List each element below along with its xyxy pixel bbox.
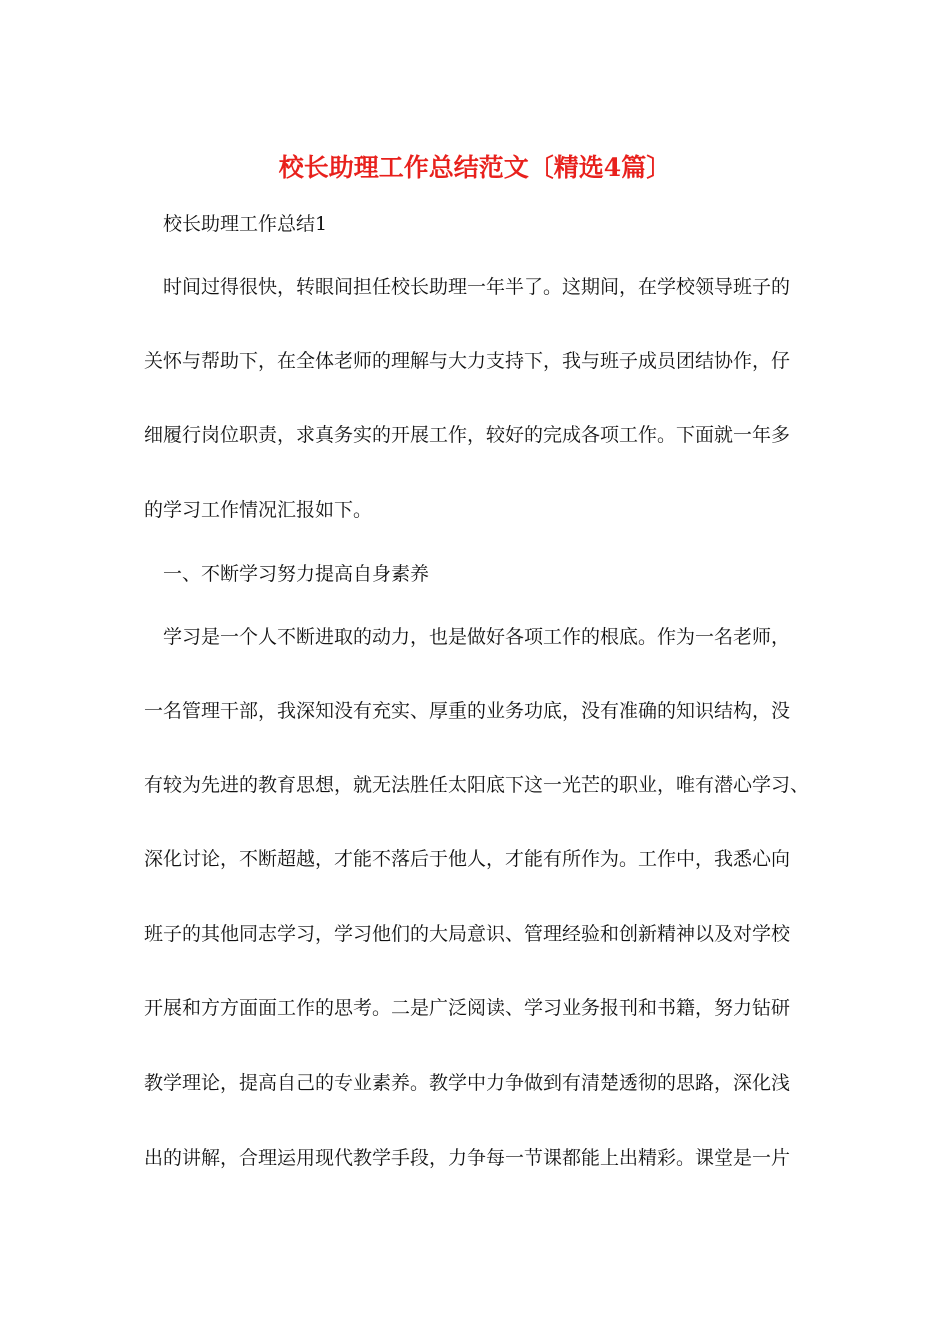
paragraph-line: 有较为先进的教育思想，就无法胜任太阳底下这一光芒的职业，唯有潜心学习、 <box>144 774 810 796</box>
paragraph-line: 出的讲解，合理运用现代教学手段，力争每一节课都能上出精彩。课堂是一片 <box>144 1147 791 1169</box>
paragraph-line: 班子的其他同志学习，学习他们的大局意识、管理经验和创新精神以及对学校 <box>144 923 791 945</box>
section-heading: 校长助理工作总结1 <box>163 213 328 235</box>
paragraph-line: 的学习工作情况汇报如下。 <box>144 499 373 521</box>
paragraph-line: 一名管理干部，我深知没有充实、厚重的业务功底，没有准确的知识结构，没 <box>144 700 791 722</box>
paragraph-line: 教学理论，提高自己的专业素养。教学中力争做到有清楚透彻的思路，深化浅 <box>144 1072 791 1094</box>
document-title: 校长助理工作总结范文〔精选4篇〕 <box>278 153 672 182</box>
paragraph-line: 时间过得很快，转眼间担任校长助理一年半了。这期间，在学校领导班子的 <box>163 276 791 298</box>
paragraph-line: 深化讨论，不断超越，才能不落后于他人，才能有所作为。工作中，我悉心向 <box>144 848 791 870</box>
subsection-heading: 一、不断学习努力提高自身素养 <box>163 563 430 585</box>
paragraph-line: 细履行岗位职责，求真务实的开展工作，较好的完成各项工作。下面就一年多 <box>144 424 791 446</box>
paragraph-line: 开展和方方面面工作的思考。二是广泛阅读、学习业务报刊和书籍，努力钻研 <box>144 997 791 1019</box>
paragraph-line: 学习是一个人不断进取的动力，也是做好各项工作的根底。作为一名老师， <box>163 626 791 648</box>
paragraph-line: 关怀与帮助下，在全体老师的理解与大力支持下，我与班子成员团结协作，仔 <box>144 350 791 372</box>
